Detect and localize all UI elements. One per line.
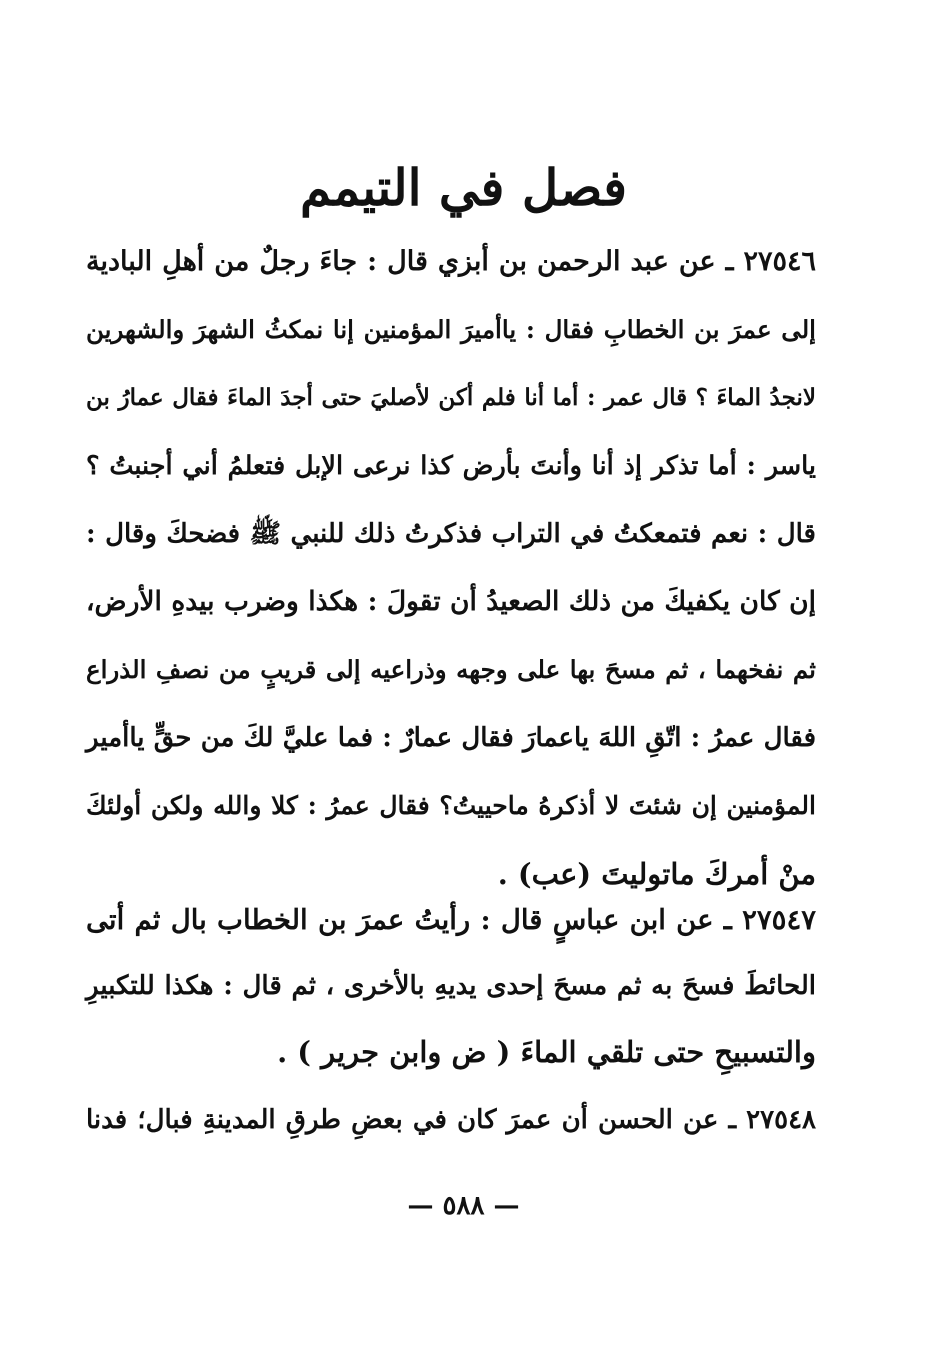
text-line: منْ أمركَ ماتوليتَ (عب) . [497, 857, 816, 891]
text-line: قال : نعم فتمعكتُ في التراب فذكرتُ ذلك للنبي ﷺ فضحكَ وقال : [86, 519, 816, 549]
text-line: ثم نفخهما ، ثم مسحَ بها على وجهه وذراعيه إلى قريبٍ من نصفِ الذراع [86, 655, 816, 684]
text-line: ٢٧٥٤٧ ـ عن ابن عباسٍ قال : رأيتُ عمرَ بن الخطاب بال ثم أتى [86, 904, 816, 936]
page-number: — ٥٨٨ — [407, 1191, 520, 1221]
text-line: إن كان يكفيكَ من ذلك الصعيدُ أن تقولَ : هكذا وضرب بيدهِ الأرض، [86, 586, 816, 617]
text-line: لانجدُ الماءَ ؟ قال عمر : أما أنا فلم أكن لأصليَ حتى أجدَ الماءَ فقال عمارُ بن [86, 384, 816, 411]
text-line: الحائطَ فسحَ به ثم مسحَ إحدى يديهِ بالأخرى ، ثم قال : هكذا للتكبيرِ [86, 971, 816, 1001]
text-line: ٢٧٥٤٨ ـ عن الحسن أن عمرَ كان في بعضِ طرقِ المدينةِ فبال؛ فدنا [86, 1105, 816, 1135]
text-line: ٢٧٥٤٦ ـ عن عبد الرحمن بن أبزي قال : جاءَ رجلٌ من أهلِ البادية [86, 246, 816, 277]
text-line: إلى عمرَ بن الخطابِ فقال : ياأميرَ المؤمنين إنا نمكثُ الشهرَ والشهرين [86, 315, 816, 344]
text-line: والتسبيحِ حتى تلقي الماءَ ( ض وابن جرير ) . [277, 1035, 816, 1069]
chapter-title: فصل في التيمم [299, 158, 627, 217]
text-line: فقال عمرُ : اتّقِ اللهَ ياعمارَ فقال عمارٌ : فما عليَّ لكَ من حقٍّ ياأمير [86, 723, 816, 753]
text-line: المؤمنين إن شئتَ لا أذكرهُ ماحييتُ؟ فقال عمرُ : كلا والله ولكن أولئكَ [86, 791, 816, 820]
text-line: ياسر : أما تذكر إذ أنا وأنتَ بأرض كذا نرعى الإبل فتعلمُ أني أجنبتُ ؟ [86, 451, 816, 481]
